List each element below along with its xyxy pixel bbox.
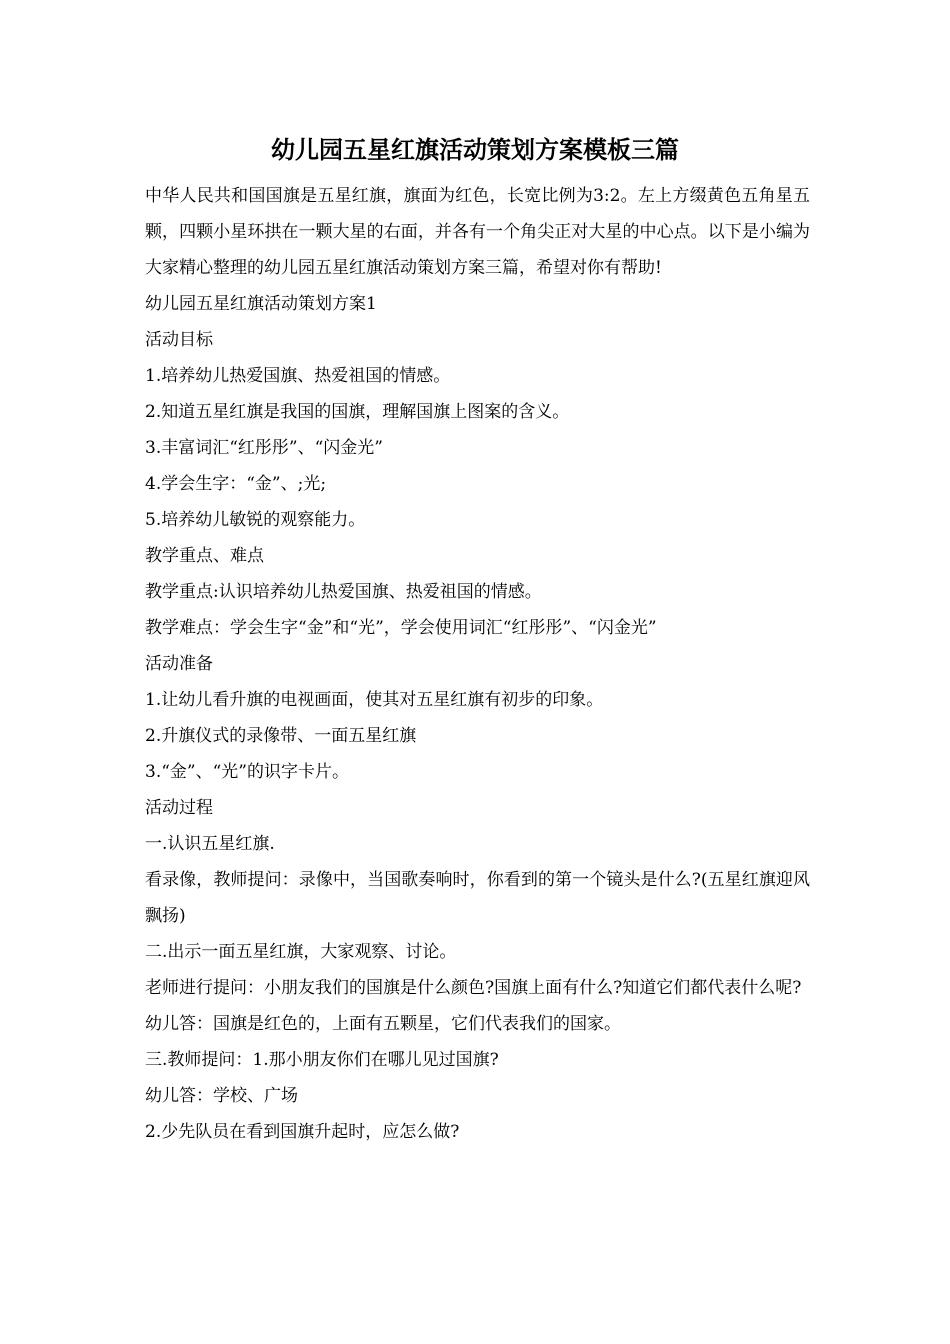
subsection-heading: 活动准备: [145, 654, 213, 674]
text-line: 二.出示一面五星红旗，大家观察、讨论。: [145, 942, 457, 962]
list-item: 5.培养幼儿敏锐的观察能力。: [145, 510, 366, 530]
document-body: [145, 178, 810, 1150]
list-item: 1.培养幼儿热爱国旗、热爱祖国的情感。: [145, 366, 451, 386]
subsection-heading: 活动目标: [145, 330, 213, 350]
text-paragraph: 看录像，教师提问：录像中，当国歌奏响时，你看到的第一个镜头是什么?(五星红旗迎风飘扬): [145, 870, 810, 926]
subsection-heading: 活动过程: [145, 798, 213, 818]
text-line: 教学重点:认识培养幼儿热爱国旗、热爱祖国的情感。: [145, 582, 542, 602]
text-line: 一.认识五星红旗.: [145, 834, 275, 854]
text-line: 幼儿答：国旗是红色的，上面有五颗星，它们代表我们的国家。: [145, 1014, 621, 1034]
list-item: 1.让幼儿看升旗的电视画面，使其对五星红旗有初步的印象。: [145, 690, 604, 710]
text-line: 三.教师提问：1.那小朋友你们在哪儿见过国旗?: [145, 1050, 499, 1070]
list-item: 2.升旗仪式的录像带、一面五星红旗: [145, 726, 417, 746]
text-line: 教学难点：学会生字“金”和“光”，学会使用词汇“红彤彤”、“闪金光”: [145, 618, 657, 638]
subsection-heading: 教学重点、难点: [145, 546, 264, 566]
section-heading: 幼儿园五星红旗活动策划方案1: [145, 294, 377, 314]
text-paragraph: 老师进行提问：小朋友我们的国旗是什么颜色?国旗上面有什么?知道它们都代表什么呢?: [145, 978, 802, 998]
list-item: 3.“金”、“光”的识字卡片。: [145, 762, 349, 782]
intro-paragraph: 中华人民共和国国旗是五星红旗，旗面为红色，长宽比例为3:2。左上方缀黄色五角星五颗，四颗小星环拱在一颗大星的右面，并各有一个角尖正对大星的中心点。以下是小编为大家精心整理的幼儿园五星红旗活动策划方案三篇，希望对你有帮助!: [145, 186, 810, 278]
text-line: 2.少先队员在看到国旗升起时，应怎么做?: [145, 1122, 460, 1142]
list-item: 3.丰富词汇“红彤彤”、“闪金光”: [145, 438, 383, 458]
text-line: 幼儿答：学校、广场: [145, 1086, 298, 1106]
list-item: 4.学会生字：“金”、;光;: [145, 474, 327, 494]
document-title: 幼儿园五星红旗活动策划方案模板三篇: [271, 135, 679, 164]
list-item: 2.知道五星红旗是我国的国旗，理解国旗上图案的含义。: [145, 402, 570, 422]
